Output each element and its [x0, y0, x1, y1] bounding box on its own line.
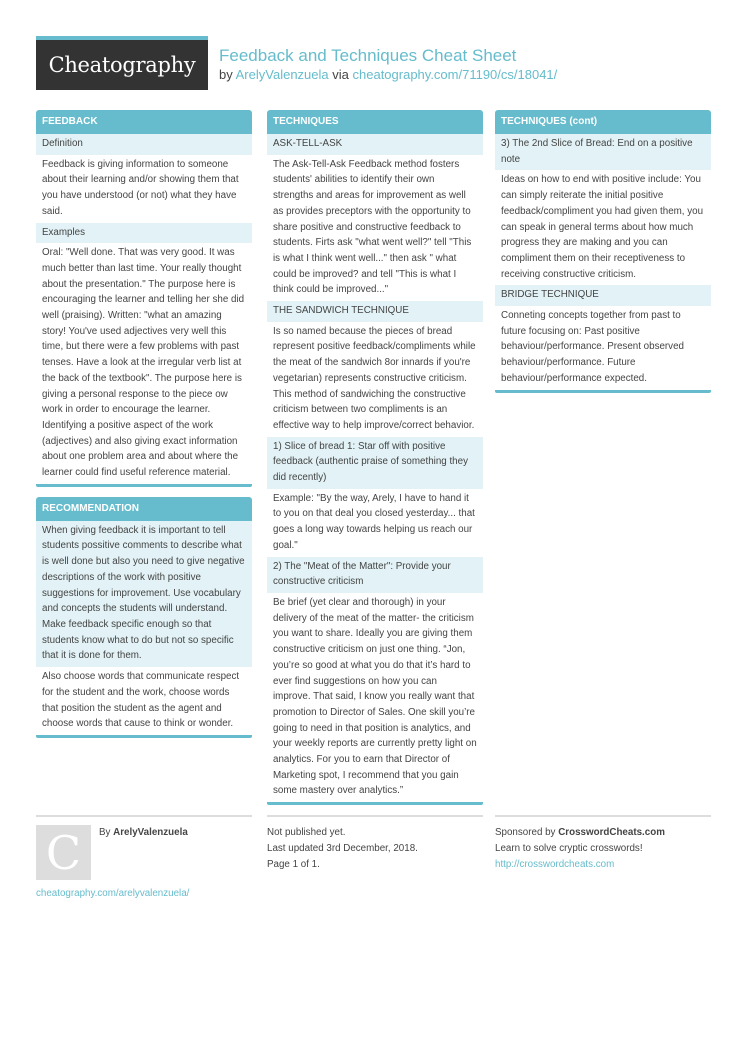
- by-label: by: [219, 67, 233, 82]
- section-subheading: BRIDGE TECHNIQUE: [495, 285, 711, 306]
- footer-status: [267, 815, 483, 873]
- section-text: Is so named because the pieces of bread represent positive feedback/compliments while the meat of the sandwich 8or innards if you're vegetarian) represents constructive criticism. This method of sandwiching the constructive criticism between two compliments is an effective way to help improve/correct behavior.: [273, 325, 476, 431]
- section-subheading: ASK-TELL-ASK: [267, 134, 483, 155]
- byline: [219, 67, 557, 82]
- section-header: TECHNIQUES (cont): [495, 110, 711, 134]
- section-text: Example: "By the way, Arely, I have to hand it to you on that deal you closed yesterday... that goes a long way towards helping us reach our goal.": [273, 492, 475, 551]
- section-techniques: [267, 110, 483, 805]
- section-subheading: Definition: [36, 134, 252, 155]
- section-text: Also choose words that communicate respect for the student and the work, choose words that position the student as the agent and choose words that cause to think or wonder.: [42, 671, 240, 730]
- via-label: via: [332, 67, 349, 82]
- section-text: Be brief (yet clear and thorough) in your delivery of the meat of the matter- the criticism you want to share. Ideally you are giving them constructive criticism on just one thing. “Jon, you’re so good at what you do that it’s hard to ever find suggestions on how you can improve. That said, I know you really want that promotion to Director of Sales. One skill you’re going to need in that position is analytics, and your weekly reports are currently pretty light on analytics. For you to earn that Director of Marketing spot, I recommend that you gain some mastery over analytics.”: [273, 596, 477, 797]
- section-recommendation: [36, 497, 252, 738]
- sponsor-link[interactable]: http://crosswordcheats.com: [495, 859, 615, 870]
- section-subheading: Examples: [36, 223, 252, 244]
- section-header: TECHNIQUES: [267, 110, 483, 134]
- footer-author-name: ArelyValenzuela: [113, 827, 188, 838]
- footer-author: [36, 815, 252, 902]
- section-text: The Ask-Tell-Ask Feedback method fosters students' abilities to identify their own strengths and areas for improvement as well as provides preceptors with the opportunity to share positive and constructive feedback to students. Firts ask "what went well?" tell "This is what I think went well..." then ask " what could be improved? and tell "This is what I think could be improved...": [273, 158, 472, 296]
- section-techniques-cont: [495, 110, 711, 393]
- sponsor-name: CrosswordCheats.com: [558, 827, 665, 838]
- published-status: Not published yet.: [267, 827, 346, 838]
- sheet-url-link[interactable]: cheatography.com/71190/cs/18041/: [352, 67, 558, 82]
- section-subheading: 1) Slice of bread 1: Star off with positive feedback (authentic praise of something they did recently): [267, 437, 483, 489]
- section-subheading: When giving feedback it is important to tell students possitive comments to describe what is well done but also you need to give negative descriptions of the work with positive suggestions for improvement. Use vocabulary and concepts the students will understand. Make feedback specific enough so that students know what to do but not so specific that it is done for them.: [36, 521, 252, 667]
- page-number: Page 1 of 1.: [267, 859, 320, 870]
- section-header: FEEDBACK: [36, 110, 252, 134]
- author-profile-link[interactable]: cheatography.com/arelyvalenzuela/: [36, 888, 190, 899]
- author-link[interactable]: ArelyValenzuela: [235, 67, 329, 82]
- section-text: Feedback is giving information to someone about their learning and/or showing them that you have understood (or not) what they have said.: [42, 158, 239, 217]
- column-1: [36, 110, 252, 748]
- section-header: RECOMMENDATION: [36, 497, 252, 521]
- column-2: [267, 110, 483, 815]
- footer-by-label: By: [99, 827, 111, 838]
- section-text: Ideas on how to end with positive include: You can simply reiterate the initial positive feedback/compliment you had given them, you can speak in general terms about how much progress they are making and you can compliment them on their receptiveness to receiving constructive criticism.: [501, 174, 704, 280]
- last-updated: Last updated 3rd December, 2018.: [267, 843, 418, 854]
- avatar: C: [36, 825, 91, 880]
- cheatography-logo[interactable]: Cheatography: [36, 36, 208, 90]
- sponsor-tagline: Learn to solve cryptic crosswords!: [495, 843, 643, 854]
- section-subheading: THE SANDWICH TECHNIQUE: [267, 301, 483, 322]
- section-text: Conneting concepts together from past to future focusing on: Past positive behaviour/performance. Present observed behaviour/performance. Future behaviour/performance expected.: [501, 310, 684, 384]
- column-3: [495, 110, 711, 403]
- section-feedback: [36, 110, 252, 487]
- footer-sponsor: [495, 815, 711, 873]
- section-text: Oral: "Well done. That was very good. It was much better than last time. Your really thought about the presentation." The purpose here is encouraging the learner and telling her she did well (praising). Written: "what an amazing story! You've used adjectives very well this time, but there were a few problems with past tenses. Have a look at the irregular verb list at the back of the textbook". The purpose here is giving a personal response to the piece ow work in order to encourage the learner. Identifying a positive aspect of the work (adjectives) and also giving exact information about one problem area and about where the learner could find useful reference material.: [42, 247, 245, 479]
- section-subheading: 3) The 2nd Slice of Bread: End on a positive note: [495, 134, 711, 170]
- section-subheading: 2) The "Meat of the Matter": Provide your constructive criticism: [267, 557, 483, 593]
- page-title: Feedback and Techniques Cheat Sheet: [219, 46, 517, 65]
- sponsored-label: Sponsored by: [495, 827, 556, 838]
